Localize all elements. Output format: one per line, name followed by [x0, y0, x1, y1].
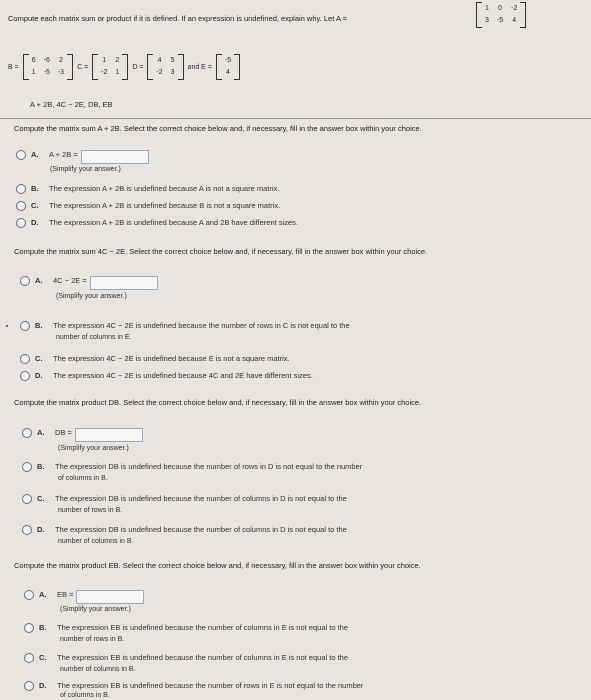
q4-answer-box[interactable]	[76, 590, 144, 604]
q2-question: Compute the matrix sum 4C − 2E. Select the correct choice below and, if necessary, fill in the answer box within your choice.	[14, 247, 428, 256]
q3-option-a[interactable]: A. DB =	[22, 428, 143, 442]
divider	[0, 118, 591, 119]
radio-icon[interactable]	[20, 276, 30, 286]
label-d: D =	[132, 63, 144, 71]
matrix-e: -5 4	[216, 54, 240, 80]
q3-option-b[interactable]: B. The expression DB is undefined because the number of rows in D is not equal to the number	[22, 462, 362, 472]
q3-question: Compute the matrix product DB. Select the correct choice below and, if necessary, fill in the answer box within your choice.	[14, 398, 422, 407]
q3-option-d[interactable]: D. The expression DB is undefined because the number of columns in D is not equal to the	[22, 525, 347, 535]
matrix-definitions	[8, 54, 240, 80]
radio-icon[interactable]	[16, 218, 26, 228]
matrix-d: 4 5 -2 3	[147, 54, 183, 80]
problem-prompt: Compute each matrix sum or product if it is defined. If an expression is undefined, explain why. Let A =	[8, 14, 348, 23]
q2-option-a[interactable]: A. 4C − 2E =	[20, 276, 158, 290]
radio-icon[interactable]	[24, 681, 34, 691]
q3-option-c[interactable]: C. The expression DB is undefined because the number of columns in D is not equal to the	[22, 494, 347, 504]
q4-option-a[interactable]: A. EB =	[24, 590, 144, 604]
q2-option-b[interactable]: B. The expression 4C − 2E is undefined because the number of rows in C is not equal to the	[20, 321, 350, 331]
radio-icon[interactable]	[20, 371, 30, 381]
q4-option-b[interactable]: B. The expression EB is undefined because the number of columns in E is not equal to the	[24, 623, 348, 633]
label-c: C =	[77, 63, 89, 71]
q2-option-c[interactable]: C. The expression 4C − 2E is undefined because E is not a square matrix.	[20, 354, 290, 364]
radio-icon[interactable]	[16, 201, 26, 211]
matrix-b: 6 -6 2 1 -5 -3	[23, 54, 73, 80]
q1-option-b[interactable]: B. The expression A + 2B is undefined because A is not a square matrix.	[16, 184, 279, 194]
page: Compute each matrix sum or product if it is defined. If an expression is undefined, explain why. Let A = 1 0 -2 3 -5 4 B = 6 -6 2 1 -5 -3 C = 1 2 -2 1 D = 4 5 -2 3 and E = -5 4 A + 2B, 4C − 2E, DB, EB Compute the matrix sum A + 2B. Select the correct choice below and, if necessary, fill in the answer box within your choice. A. A + 2B = (Simplify your answer.) B. The expression A + 2B is undefined because A is not a square matrix. C. The expression A + 2B is undefined because B is not a square matrix. D. The expression A + 2B is undefined because A and 2B have different sizes. Compute the matrix sum 4C − 2E. Select the correct choice below and, if necessary, fill in the answer box within your choice. A. 4C − 2E = (Simplify your answer.) B. The expression 4C − 2E is undefined because the number of rows in C is not equal to the number of columns in E. C. The expression 4C − 2E is undefined because E is not a square matrix. D. The expression 4C − 2E is undefined because 4C and 2E have different sizes. Compute the matrix product DB. Select the correct choice below and, if necessary, fill in the answer box within your choice. A. DB = (Simplify your answer.) B. The expression DB is undefined because the number of rows in D is not equal to the number of columns in B. C. The expression DB is undefined because the number of columns in D is not equal to the number of rows in B. D. The expression DB is undefined because the number of columns in D is not equal to the number of columns in B. Compute the matrix product EB. Select the correct choice below and, if necessary, fill in the answer box within your choice. A. EB = (Simplify your answer.) B. The expression EB is undefined because the number of columns in E is not equal to the number of rows in B. C. The expression EB is undefined because the number of columns in E is not equal to the number of columns in B. D. The expression EB is undefined because the number of rows in E is not equal to the number of columns in B.	[0, 0, 591, 700]
radio-icon[interactable]	[24, 590, 34, 600]
radio-icon[interactable]	[22, 525, 32, 535]
q1-option-d[interactable]: D. The expression A + 2B is undefined because A and 2B have different sizes.	[16, 218, 298, 228]
q1-option-a[interactable]: A. A + 2B =	[16, 150, 149, 164]
radio-icon[interactable]	[22, 428, 32, 438]
q2-answer-box[interactable]	[90, 276, 158, 290]
radio-icon[interactable]	[20, 354, 30, 364]
radio-icon[interactable]	[16, 184, 26, 194]
q3-answer-box[interactable]	[75, 428, 143, 442]
q1-question: Compute the matrix sum A + 2B. Select the correct choice below and, if necessary, fill in the answer box within your choice.	[14, 124, 422, 133]
bullet-dot	[6, 325, 8, 327]
radio-icon[interactable]	[22, 462, 32, 472]
radio-icon[interactable]	[16, 150, 26, 160]
expression-list: A + 2B, 4C − 2E, DB, EB	[30, 100, 113, 109]
radio-icon[interactable]	[22, 494, 32, 504]
label-and-e: and E =	[187, 63, 212, 71]
matrix-a-grid: 1 0 -2 3 -5 4	[485, 5, 518, 24]
matrix-a	[476, 2, 526, 28]
matrix-c: 1 2 -2 1	[92, 54, 128, 80]
q1-option-c[interactable]: C. The expression A + 2B is undefined because B is not a square matrix.	[16, 201, 280, 211]
q4-option-d[interactable]: D. The expression EB is undefined because the number of rows in E is not equal to the number	[24, 681, 363, 691]
radio-icon[interactable]	[24, 623, 34, 633]
radio-icon[interactable]	[20, 321, 30, 331]
q4-question: Compute the matrix product EB. Select the correct choice below and, if necessary, fill in the answer box within your choice.	[14, 561, 421, 570]
q2-option-d[interactable]: D. The expression 4C − 2E is undefined because 4C and 2E have different sizes.	[20, 371, 313, 381]
q4-option-c[interactable]: C. The expression EB is undefined because the number of columns in E is not equal to the	[24, 653, 348, 663]
label-b: B =	[8, 63, 19, 71]
radio-icon[interactable]	[24, 653, 34, 663]
q1-answer-box[interactable]	[81, 150, 149, 164]
